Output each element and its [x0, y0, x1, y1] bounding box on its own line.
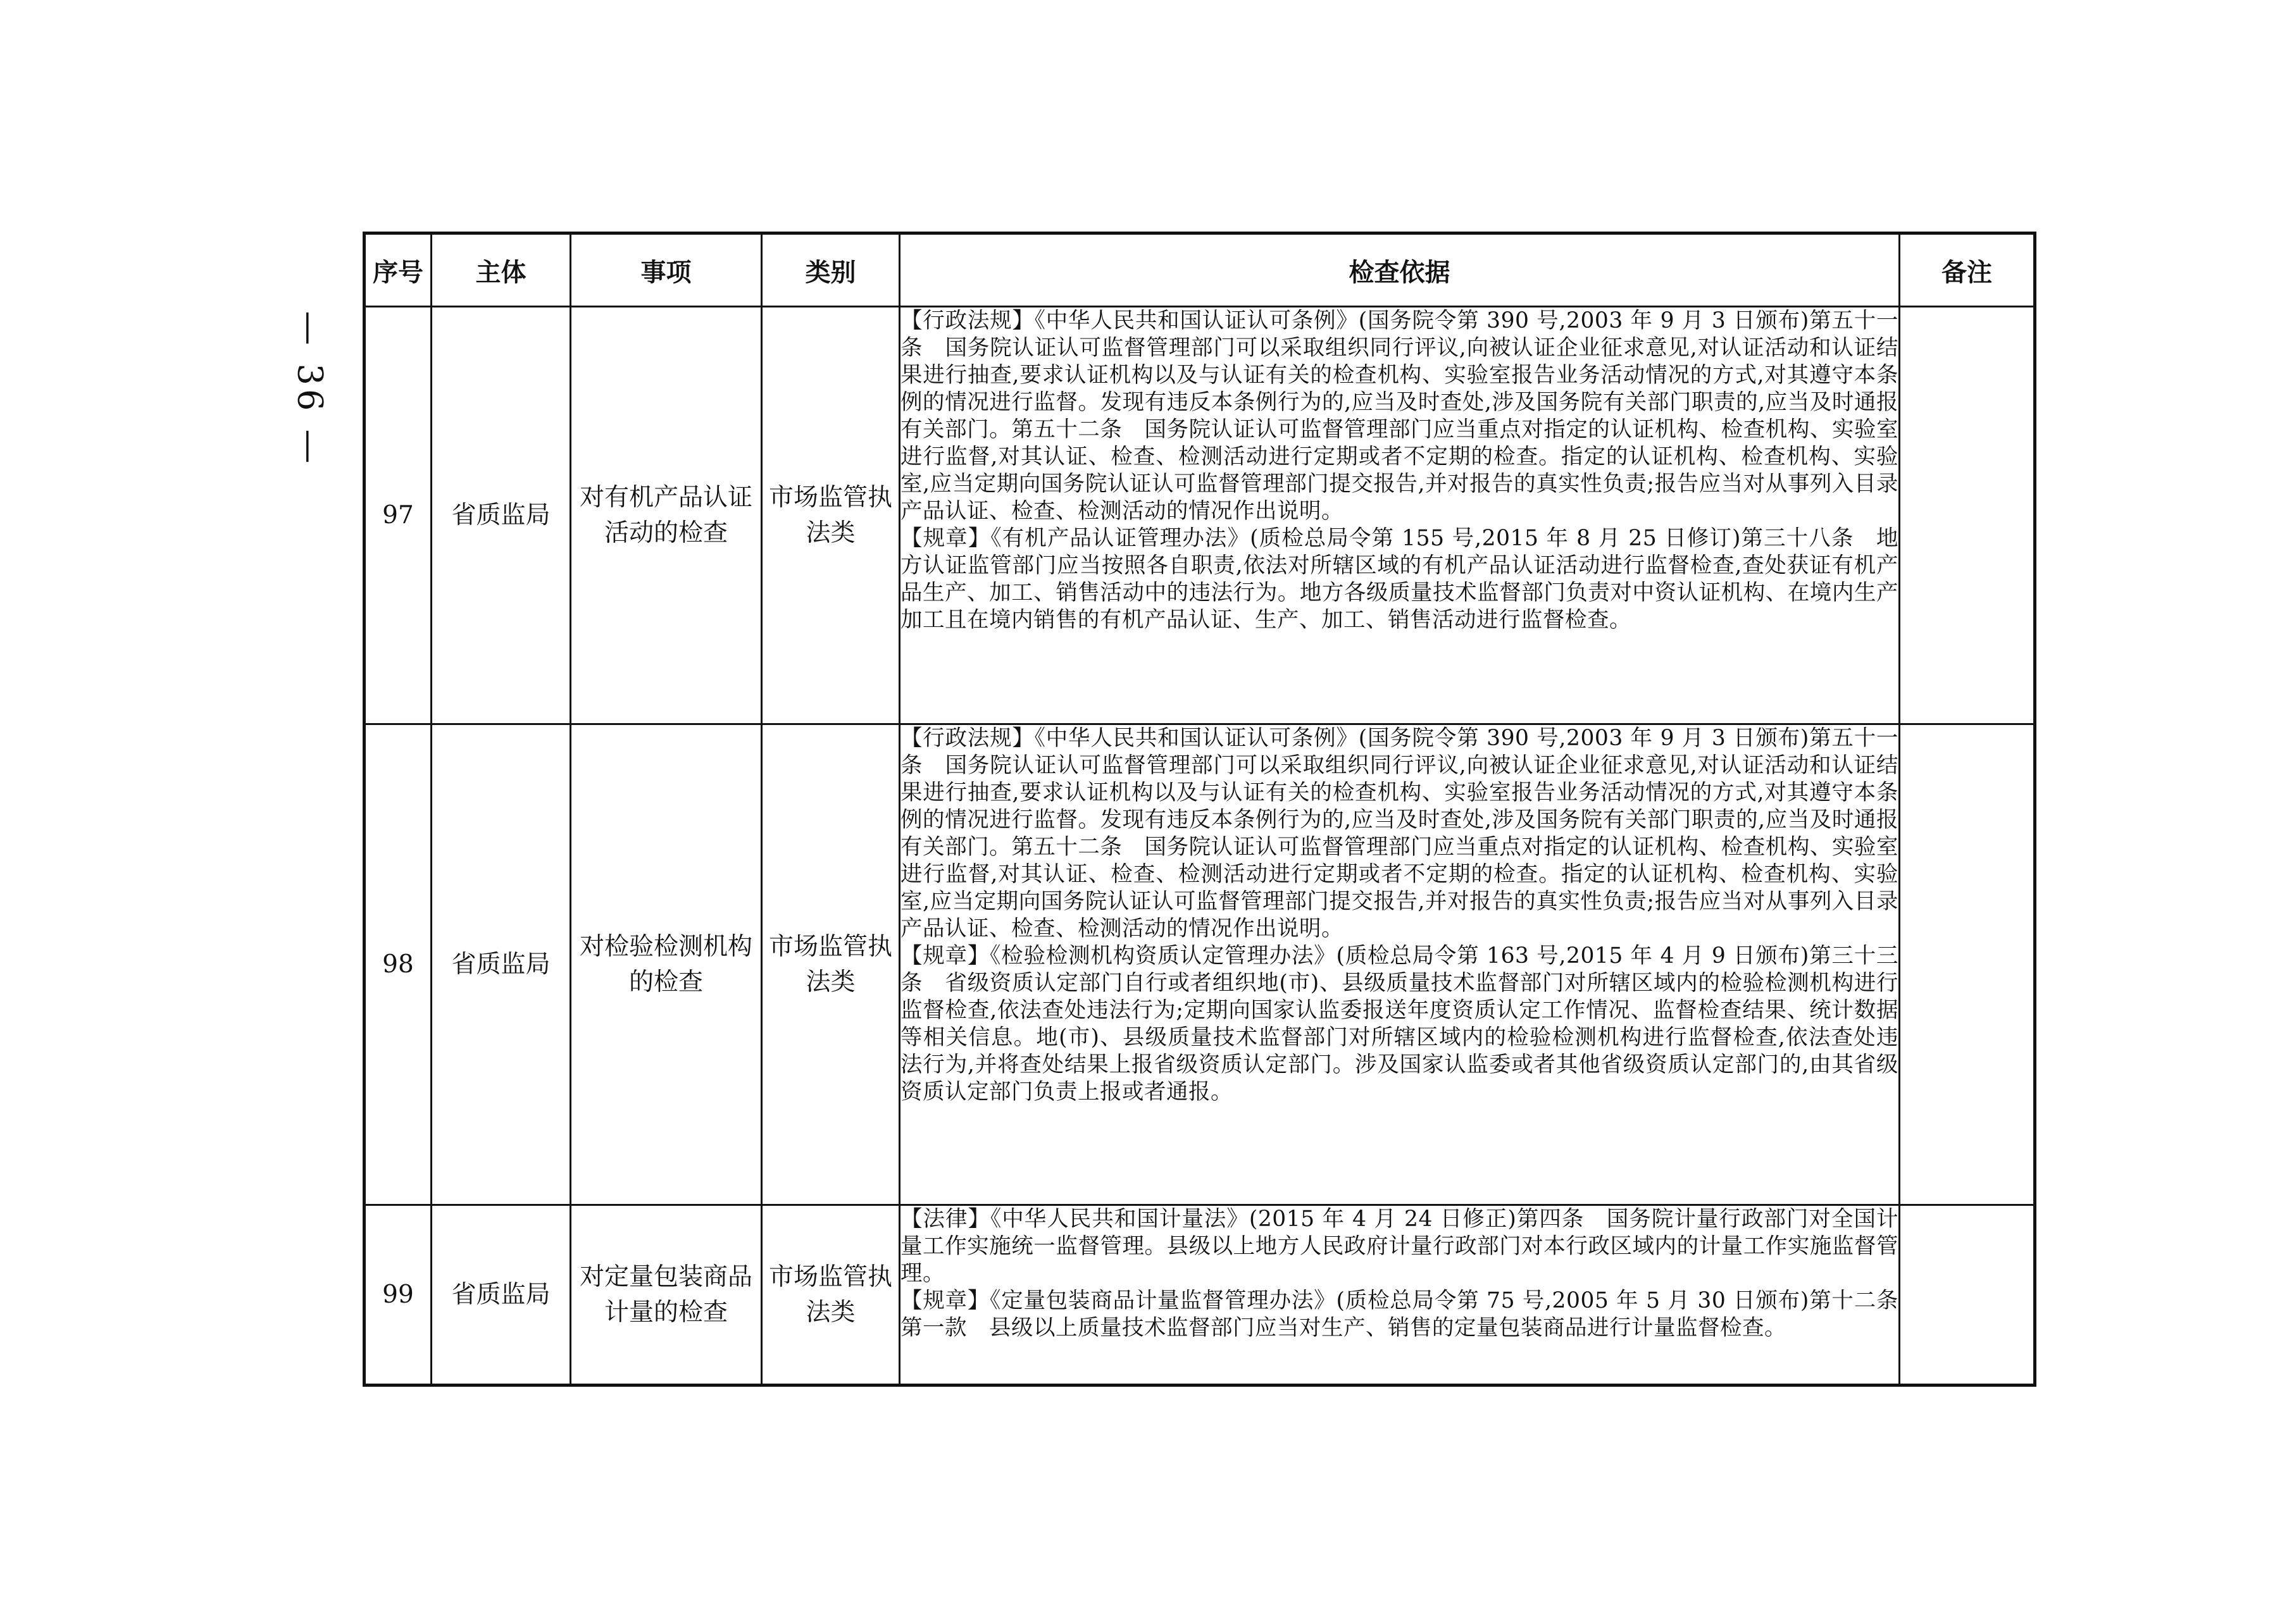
cell-category: 市场监管执法类 [762, 724, 900, 1205]
inspection-table [363, 232, 2036, 1387]
header-remark: 备注 [1900, 233, 2035, 307]
cell-category: 市场监管执法类 [762, 307, 900, 724]
basis-paragraph: 【规章】《有机产品认证管理办法》(质检总局令第 155 号,2015 年 8 月 25 日修订)第三十八条 地方认证监管部门应当按照各自职责,依法对所辖区域的有机产品认证活动进行监督检查,查处获证有机产品生产、加工、销售活动中的违法行为。地方各级质量技术监督部门负责对中资认证机构、在境内生产加工且在境内销售的有机产品认证、生产、加工、销售活动进行监督检查。 [900, 526, 1898, 633]
table-header-row [365, 233, 2035, 307]
cell-basis [900, 1205, 1900, 1385]
cell-item: 对定量包装商品计量的检查 [571, 1205, 762, 1385]
cell-seq: 98 [365, 724, 432, 1205]
cell-remark [1900, 307, 2035, 724]
basis-paragraph: 【规章】《检验检测机构资质认定管理办法》(质检总局令第 163 号,2015 年 4 月 9 日颁布)第三十三条 省级资质认定部门自行或者组织地(市)、县级质量技术监督部门对所辖区域内的检验检测机构进行监督检查,依法查处违法行为;定期向国家认监委报送年度资质认定工作情况、监督检查结果、统计数据等相关信息。地(市)、县级质量技术监督部门对所辖区域内的检验检测机构进行监督检查,依法查处违法行为,并将查处结果上报省级资质认定部门。涉及国家认监委或者其他省级资质认定部门的,由其省级资质认定部门负责上报或者通报。 [900, 943, 1898, 1105]
cell-basis [900, 307, 1900, 724]
cell-remark [1900, 1205, 2035, 1385]
basis-paragraph: 【行政法规】《中华人民共和国认证认可条例》(国务院令第 390 号,2003 年 9 月 3 日颁布)第五十一条 国务院认证认可监督管理部门可以采取组织同行评议,向被认证企业征求意见,对认证活动和认证结果进行抽查,要求认证机构以及与认证有关的检查机构、实验室报告业务活动情况的方式,对其遵守本条例的情况进行监督。发现有违反本条例行为的,应当及时查处,涉及国务院有关部门职责的,应当及时通报有关部门。第五十二条 国务院认证认可监督管理部门应当重点对指定的认证机构、检查机构、实验室进行监督,对其认证、检查、检测活动进行定期或者不定期的检查。指定的认证机构、检查机构、实验室,应当定期向国务院认证认可监督管理部门提交报告,并对报告的真实性负责;报告应当对从事列入目录产品认证、检查、检测活动的情况作出说明。 [900, 308, 1898, 524]
basis-paragraph: 【行政法规】《中华人民共和国认证认可条例》(国务院令第 390 号,2003 年 9 月 3 日颁布)第五十一条 国务院认证认可监督管理部门可以采取组织同行评议,向被认证企业征求意见,对认证活动和认证结果进行抽查,要求认证机构以及与认证有关的检查机构、实验室报告业务活动情况的方式,对其遵守本条例的情况进行监督。发现有违反本条例行为的,应当及时查处,涉及国务院有关部门职责的,应当及时通报有关部门。第五十二条 国务院认证认可监督管理部门应当重点对指定的认证机构、检查机构、实验室进行监督,对其认证、检查、检测活动进行定期或者不定期的检查。指定的认证机构、检查机构、实验室,应当定期向国务院认证认可监督管理部门提交报告,并对报告的真实性负责;报告应当对从事列入目录产品认证、检查、检测活动的情况作出说明。 [900, 726, 1898, 941]
basis-paragraph: 【规章】《定量包装商品计量监督管理办法》(质检总局令第 75 号,2005 年 5 月 30 日颁布)第十二条第一款 县级以上质量技术监督部门应当对生产、销售的定量包装商品进行计量监督检查。 [900, 1288, 1898, 1341]
header-basis: 检查依据 [900, 233, 1900, 307]
cell-subject: 省质监局 [432, 1205, 571, 1385]
table-row [365, 724, 2035, 1205]
cell-basis [900, 724, 1900, 1205]
cell-item: 对检验检测机构的检查 [571, 724, 762, 1205]
basis-paragraph: 【法律】《中华人民共和国计量法》(2015 年 4 月 24 日修正)第四条 国务院计量行政部门对全国计量工作实施统一监督管理。县级以上地方人民政府计量行政部门对本行政区域内的计量工作实施监督管理。 [900, 1206, 1898, 1286]
header-subject: 主体 [432, 233, 571, 307]
cell-subject: 省质监局 [432, 307, 571, 724]
cell-category: 市场监管执法类 [762, 1205, 900, 1385]
table-row [365, 1205, 2035, 1385]
page-number: — 36 — [290, 311, 330, 468]
header-seq: 序号 [365, 233, 432, 307]
cell-subject: 省质监局 [432, 724, 571, 1205]
header-category: 类别 [762, 233, 900, 307]
cell-item: 对有机产品认证活动的检查 [571, 307, 762, 724]
cell-remark [1900, 724, 2035, 1205]
table-row [365, 307, 2035, 724]
cell-seq: 97 [365, 307, 432, 724]
header-item: 事项 [571, 233, 762, 307]
cell-seq: 99 [365, 1205, 432, 1385]
